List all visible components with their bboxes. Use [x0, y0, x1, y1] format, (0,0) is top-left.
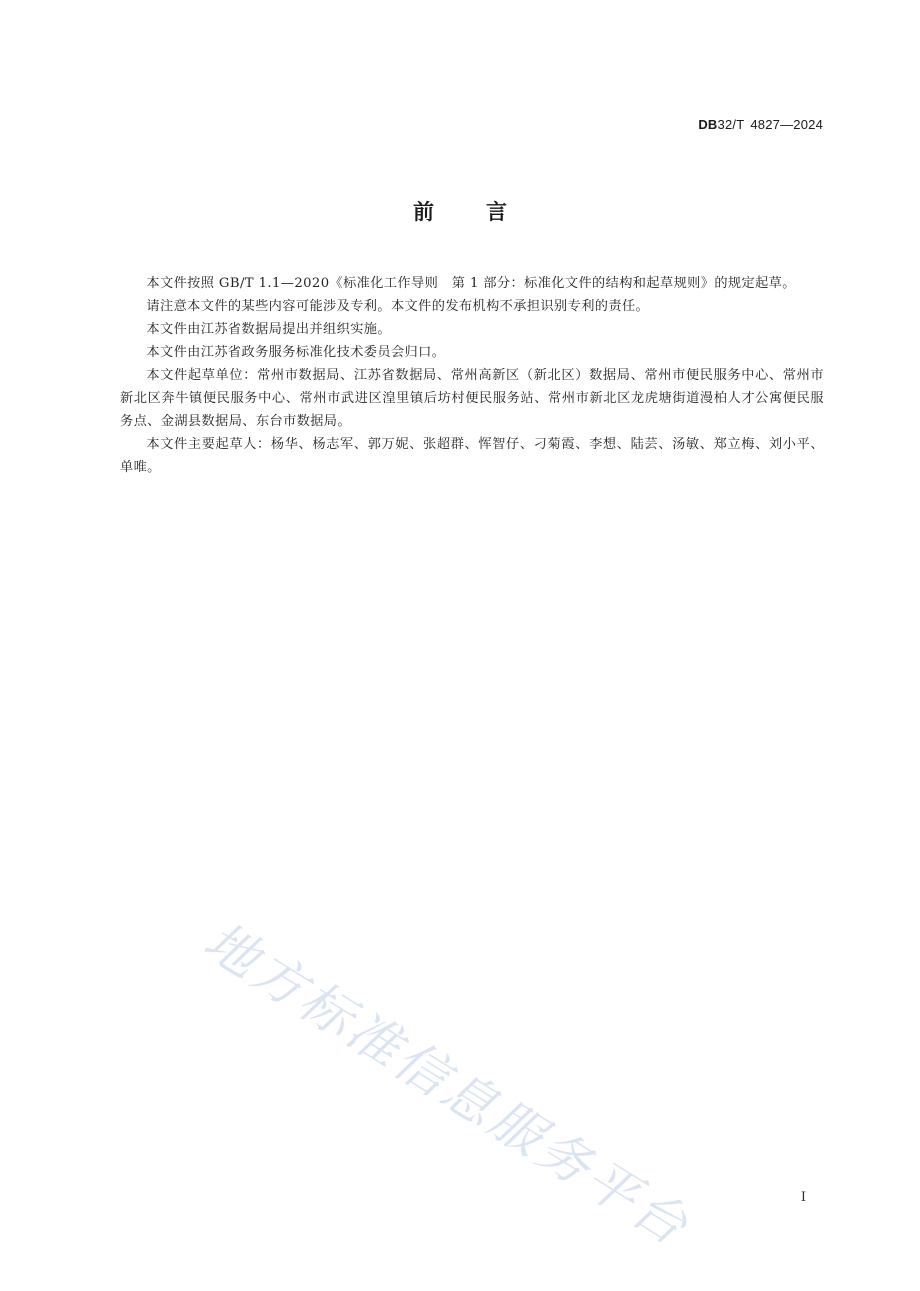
- page-number: I: [800, 1190, 806, 1205]
- paragraph-patent-notice: 请注意本文件的某些内容可能涉及专利。本文件的发布机构不承担识别专利的责任。: [146, 299, 650, 314]
- paragraph-proposer: 本文件由江苏省数据局提出并组织实施。: [146, 322, 391, 337]
- standard-code: [698, 117, 823, 132]
- watermark: 地方标准信息服务平台: [193, 911, 701, 1259]
- paragraph-drafters: 本文件主要起草人：杨华、杨志军、郭万妮、张超群、恽智仔、刁菊霞、李想、陆芸、汤敏、郑立梅、刘小平、单唯。: [120, 437, 824, 475]
- standard-prefix: DB: [698, 117, 718, 132]
- paragraph-committee: 本文件由江苏省政务服务标准化技术委员会归口。: [146, 345, 446, 360]
- paragraph-drafting-units: 本文件起草单位：常州市数据局、江苏省数据局、常州高新区（新北区）数据局、常州市便民服务中心、常州市新北区奔牛镇便民服务中心、常州市武进区湟里镇后坊村便民服务站、常州市新北区龙虎塘街道漫柏人才公寓便民服务点、金湖县数据局、东台市数据局。: [120, 368, 824, 429]
- standard-number: 4827—2024: [750, 117, 823, 132]
- section-title: 前言: [413, 200, 559, 224]
- foreword-body: [120, 272, 824, 479]
- standard-series: 32/T: [717, 117, 745, 132]
- paragraph-drafting-basis: 本文件按照 GB/T 1.1—2020《标准化工作导则 第 1 部分：标准化文件的结构和起草规则》的规定起草。: [146, 276, 796, 291]
